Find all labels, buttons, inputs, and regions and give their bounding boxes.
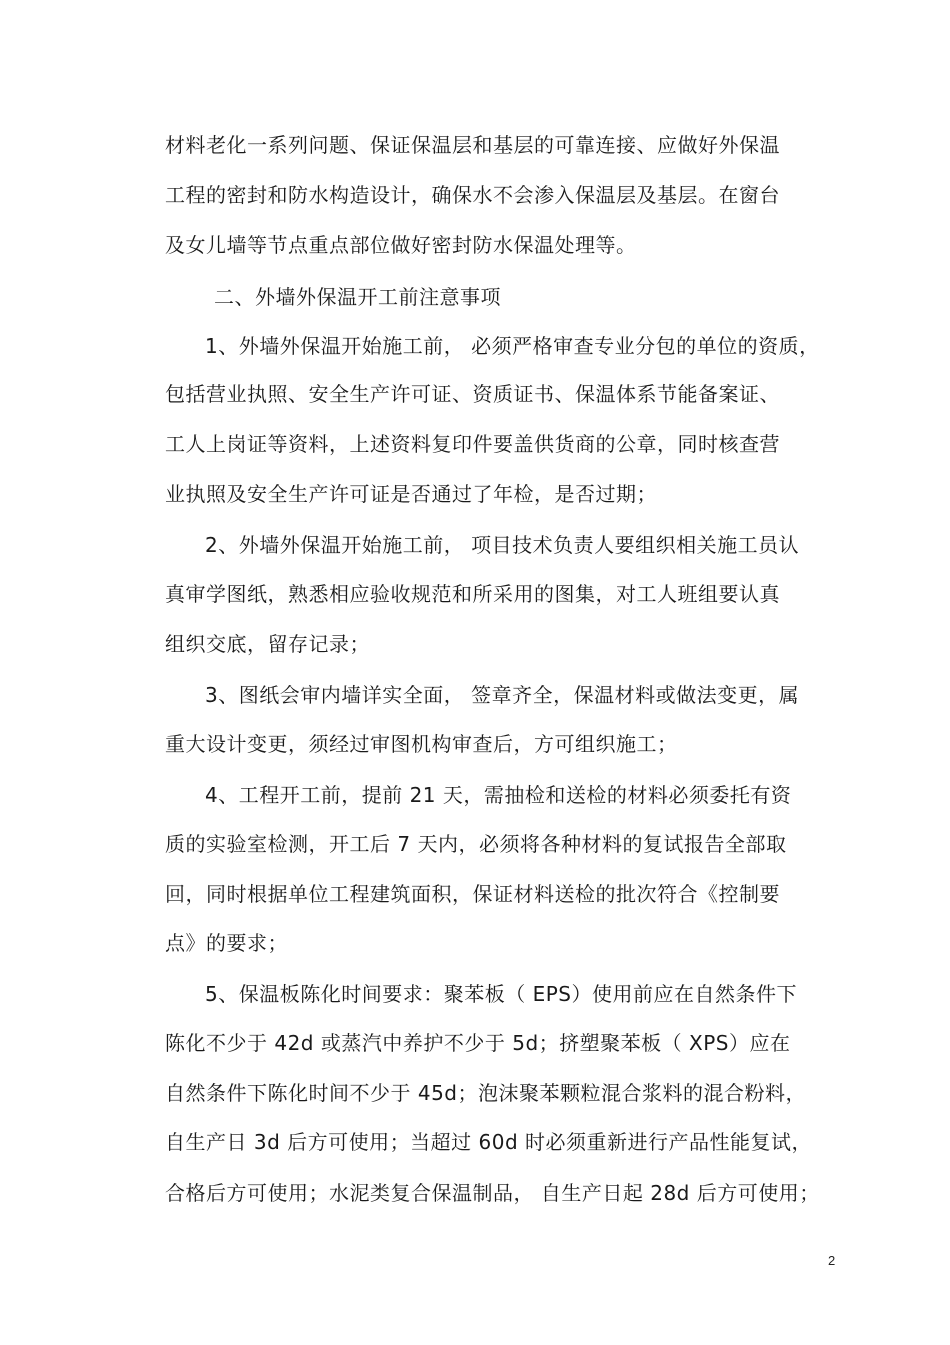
paragraph-line: 1、外墙外保温开始施工前， 必须严格审查专业分包的单位的资质， — [205, 334, 820, 358]
paragraph-line: 重大设计变更，须经过审图机构审查后，方可组织施工； — [165, 732, 678, 756]
paragraph-line: 4、工程开工前，提前 21 天，需抽检和送检的材料必须委托有资 — [205, 783, 792, 807]
paragraph-line: 真审学图纸，熟悉相应验收规范和所采用的图集，对工人班组要认真 — [165, 582, 780, 606]
paragraph-line: 回，同时根据单位工程建筑面积，保证材料送检的批次符合《控制要 — [165, 882, 780, 906]
paragraph-line: 质的实验室检测，开工后 7 天内，必须将各种材料的复试报告全部取 — [165, 832, 787, 856]
paragraph-line: 3、图纸会审内墙详实全面， 签章齐全，保温材料或做法变更，属 — [205, 683, 800, 707]
paragraph-line: 工人上岗证等资料，上述资料复印件要盖供货商的公章，同时核查营 — [165, 432, 780, 456]
page-number: 2 — [828, 1253, 836, 1268]
paragraph-line: 及女儿墙等节点重点部位做好密封防水保温处理等。 — [165, 233, 637, 257]
paragraph-line: 工程的密封和防水构造设计，确保水不会渗入保温层及基层。在窗台 — [165, 183, 780, 207]
paragraph-line: 组织交底，留存记录； — [165, 632, 370, 656]
paragraph-line: 陈化不少于 42d 或蒸汽中养护不少于 5d；挤塑聚苯板（ XPS）应在 — [165, 1031, 791, 1055]
paragraph-line: 5、保温板陈化时间要求：聚苯板（ EPS）使用前应在自然条件下 — [205, 982, 797, 1006]
paragraph-line: 合格后方可使用；水泥类复合保温制品， 自生产日起 28d 后方可使用； — [165, 1181, 820, 1205]
paragraph-line: 自生产日 3d 后方可使用；当超过 60d 时必须重新进行产品性能复试， — [165, 1130, 812, 1154]
section-heading: 二、外墙外保温开工前注意事项 — [214, 285, 501, 309]
paragraph-line: 材料老化一系列问题、保证保温层和基层的可靠连接、应做好外保温 — [165, 133, 780, 157]
paragraph-line: 自然条件下陈化时间不少于 45d；泡沫聚苯颗粒混合浆料的混合粉料， — [165, 1081, 807, 1105]
paragraph-line: 业执照及安全生产许可证是否通过了年检，是否过期； — [165, 482, 657, 506]
paragraph-line: 2、外墙外保温开始施工前， 项目技术负责人要组织相关施工员认 — [205, 533, 800, 557]
paragraph-line: 包括营业执照、安全生产许可证、资质证书、保温体系节能备案证、 — [165, 382, 780, 406]
paragraph-line: 点》的要求； — [165, 931, 288, 955]
